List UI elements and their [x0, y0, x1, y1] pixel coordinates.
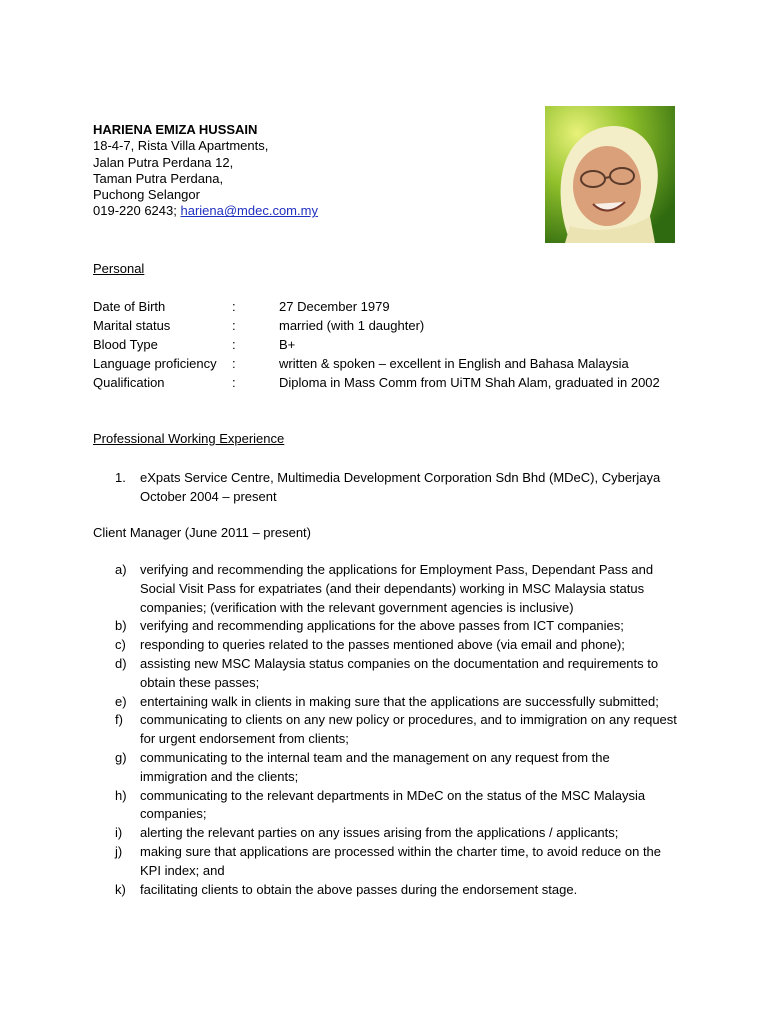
list-text: facilitating clients to obtain the above passes during the endorsement stage.	[140, 881, 578, 897]
experience-heading: Professional Working Experience	[93, 431, 285, 446]
address-line: Taman Putra Perdana,	[93, 170, 224, 186]
list-text: communicating to the internal team and the management on any request from the immigration and the clients;	[140, 749, 610, 784]
address-line: Puchong Selangor	[93, 187, 200, 203]
field-value: B+	[279, 337, 296, 352]
profile-photo	[545, 106, 675, 243]
list-text: verifying and recommending the applications for Employment Pass, Dependant Pass and Social Visit Pass for expatriates (and their dependants) working in MSC Malaysia status companies; (verification with the relevant government agencies is inclusive)	[140, 562, 654, 615]
list-text: responding to queries related to the passes mentioned above (via email and phone);	[140, 637, 625, 653]
field-value: written & spoken – excellent in English and Bahasa Malaysia	[279, 356, 629, 371]
field-value: 27 December 1979	[279, 299, 390, 314]
list-marker: f)	[115, 712, 123, 728]
personal-row-blood-type	[93, 337, 733, 356]
employer-name: eXpats Service Centre, Multimedia Development Corporation Sdn Bhd (MDeC), Cyberjaya	[140, 470, 661, 485]
list-item	[115, 787, 680, 825]
list-marker: k)	[115, 881, 126, 897]
field-value: married (with 1 daughter)	[279, 318, 425, 333]
field-label: Qualification	[93, 375, 165, 390]
field-label: Language proficiency	[93, 356, 217, 371]
list-text: entertaining walk in clients in making sure that the applications are successfully submitted;	[140, 693, 659, 709]
list-marker: i)	[115, 825, 123, 841]
duties-list	[115, 561, 680, 899]
list-text: alerting the relevant parties on any issues arising from the applications / applicants;	[140, 825, 619, 841]
field-label: Marital status	[93, 318, 171, 333]
experience-item	[115, 468, 695, 508]
list-marker: j)	[115, 843, 123, 859]
list-marker: b)	[115, 618, 127, 634]
list-item	[115, 636, 680, 655]
contact-block	[93, 122, 318, 220]
field-colon: :	[232, 356, 236, 371]
list-marker: c)	[115, 637, 126, 653]
personal-row-language	[93, 356, 733, 375]
list-item	[115, 561, 680, 617]
applicant-name: HARIENA EMIZA HUSSAIN	[93, 122, 258, 137]
list-item	[115, 711, 680, 749]
list-item	[115, 655, 680, 693]
list-item	[115, 881, 680, 900]
personal-heading: Personal	[93, 261, 145, 276]
list-marker: a)	[115, 562, 127, 577]
address-line: Jalan Putra Perdana 12,	[93, 154, 234, 170]
list-item	[115, 693, 680, 712]
list-marker: g)	[115, 749, 127, 765]
list-marker: e)	[115, 693, 127, 709]
personal-row-dob	[93, 299, 733, 318]
item-details	[140, 468, 660, 506]
list-item	[115, 749, 680, 787]
list-item	[115, 617, 680, 636]
list-item	[115, 843, 680, 881]
list-text: making sure that applications are processed within the charter time, to avoid reduce on the KPI index; and	[140, 843, 662, 878]
field-colon: :	[232, 375, 236, 390]
employment-period: October 2004 – present	[140, 489, 277, 504]
list-text: verifying and recommending applications for the above passes from ICT companies;	[140, 618, 624, 634]
contact-line	[93, 203, 318, 219]
field-colon: :	[232, 318, 236, 333]
list-text: communicating to clients on any new policy or procedures, and to immigration on any request for urgent endorsement from clients;	[140, 712, 677, 747]
address-line: 18-4-7, Rista Villa Apartments,	[93, 138, 269, 154]
list-text: communicating to the relevant departments in MDeC on the status of the MSC Malaysia companies;	[140, 787, 646, 822]
personal-row-qualification	[93, 375, 733, 394]
personal-row-marital	[93, 318, 733, 337]
phone-number: 019-220 6243;	[93, 203, 177, 219]
list-marker: h)	[115, 787, 127, 803]
field-colon: :	[232, 337, 236, 352]
list-marker: d)	[115, 655, 127, 671]
field-label: Date of Birth	[93, 299, 166, 314]
role-title: Client Manager (June 2011 – present)	[93, 525, 311, 540]
field-colon: :	[232, 299, 236, 314]
list-item	[115, 824, 680, 843]
field-label: Blood Type	[93, 337, 158, 352]
email-link[interactable]: hariena@mdec.com.my	[180, 203, 318, 219]
item-number: 1.	[115, 470, 126, 485]
field-value: Diploma in Mass Comm from UiTM Shah Alam, graduated in 2002	[279, 375, 660, 390]
list-text: assisting new MSC Malaysia status companies on the documentation and requirements to obtain these passes;	[140, 655, 659, 690]
